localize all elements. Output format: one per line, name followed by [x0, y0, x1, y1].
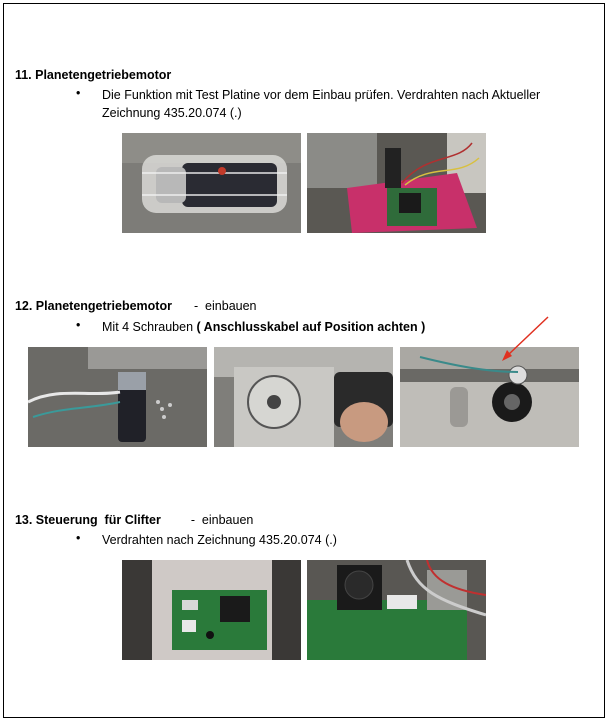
bullet-icon: •	[76, 86, 81, 100]
motor-flange-mount-photo	[214, 347, 393, 447]
motor-in-tube-photo	[122, 133, 301, 233]
controller-wired-photo	[307, 560, 486, 660]
section-12-heading: 12. Planetengetriebemotor - einbauen	[14, 299, 257, 313]
section-11-heading: 11. Planetengetriebemotor	[14, 68, 172, 82]
controller-board-photo	[122, 560, 301, 660]
red-arrow-icon	[490, 315, 552, 365]
section-13-instruction: Verdrahten nach Zeichnung 435.20.074 (.)	[102, 533, 337, 547]
section-13-heading: 13. Steuerung für Clifter - einbauen	[14, 513, 254, 527]
section-12-instruction: Mit 4 Schrauben ( Anschlusskabel auf Position achten )	[102, 320, 426, 334]
motor-with-screws-photo	[28, 347, 207, 447]
bullet-icon: •	[76, 318, 81, 332]
motor-test-board-photo	[307, 133, 486, 233]
bullet-icon: •	[76, 531, 81, 545]
section-11-instruction: Die Funktion mit Test Platine vor dem Einbau prüfen. Verdrahten nach Aktueller Zeichnung 435.20.074 (.)	[102, 88, 541, 120]
